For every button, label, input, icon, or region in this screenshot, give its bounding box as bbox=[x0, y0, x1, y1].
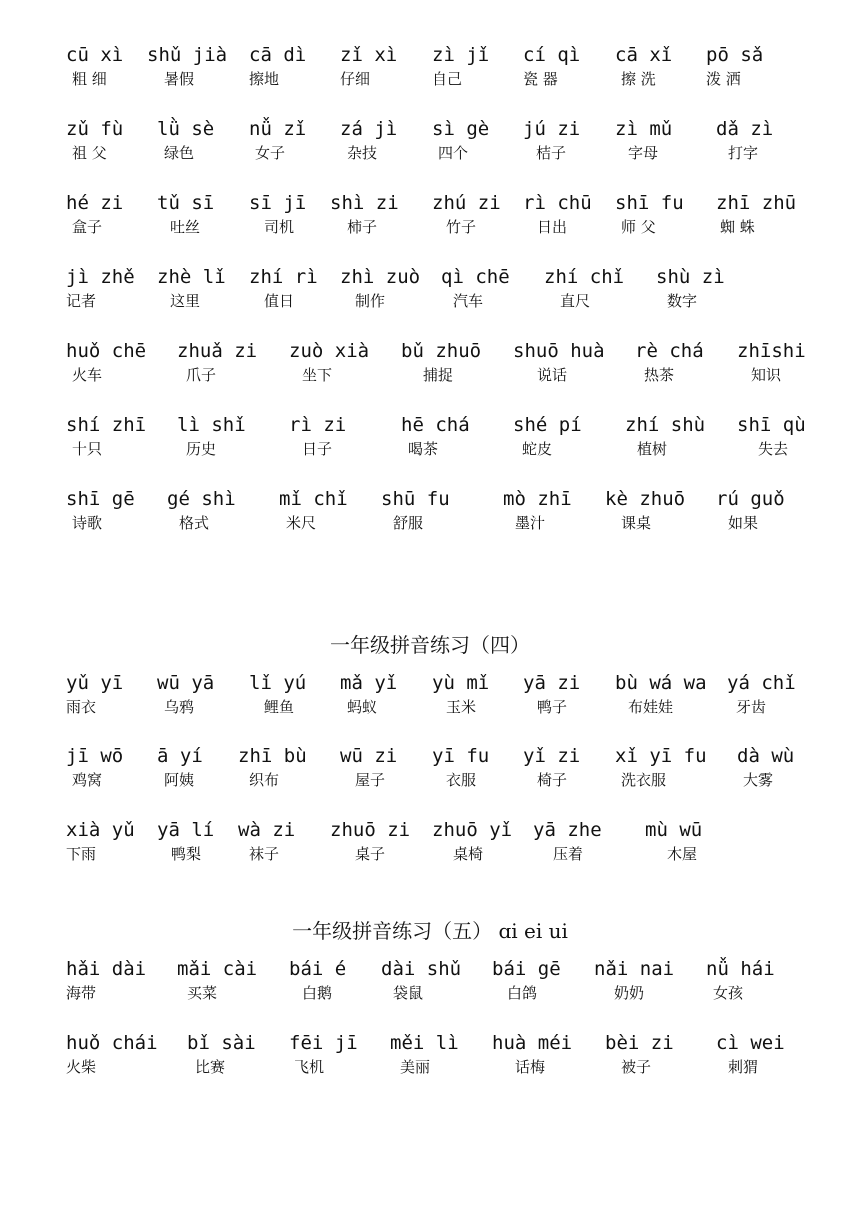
hanzi: 鸭子 bbox=[537, 698, 568, 716]
word-row bbox=[0, 672, 860, 732]
pinyin: lǜ sè bbox=[157, 118, 215, 140]
pinyin: yǔ yī bbox=[66, 672, 124, 694]
word-row bbox=[0, 340, 860, 400]
pinyin: cā dì bbox=[249, 44, 307, 66]
pinyin: yā zhe bbox=[533, 819, 602, 841]
hanzi: 柿子 bbox=[347, 218, 378, 236]
hanzi: 字母 bbox=[628, 144, 659, 162]
pinyin: bǐ sài bbox=[187, 1032, 256, 1054]
hanzi: 女孩 bbox=[713, 984, 744, 1002]
word-row bbox=[0, 414, 860, 474]
pinyin: fēi jī bbox=[289, 1032, 358, 1054]
hanzi: 盒子 bbox=[72, 218, 103, 236]
hanzi: 这里 bbox=[170, 292, 201, 310]
hanzi: 木屋 bbox=[667, 845, 698, 863]
pinyin: rì zi bbox=[289, 414, 347, 436]
pinyin: huà méi bbox=[492, 1032, 573, 1054]
pinyin: yù mǐ bbox=[432, 672, 490, 694]
pinyin: zhí chǐ bbox=[544, 266, 625, 288]
pinyin: zì jǐ bbox=[432, 44, 490, 66]
hanzi: 海带 bbox=[66, 984, 97, 1002]
pinyin: rú guǒ bbox=[716, 488, 785, 510]
pinyin: tǔ sī bbox=[157, 192, 215, 214]
hanzi: 织布 bbox=[249, 771, 280, 789]
pinyin: cā xǐ bbox=[615, 44, 673, 66]
pinyin: bái gē bbox=[492, 958, 561, 980]
word-row bbox=[0, 266, 860, 326]
pinyin: lǐ yú bbox=[249, 672, 307, 694]
hanzi: 布娃娃 bbox=[628, 698, 674, 716]
hanzi: 火柴 bbox=[66, 1058, 97, 1076]
hanzi: 雨衣 bbox=[66, 698, 97, 716]
hanzi: 压着 bbox=[553, 845, 584, 863]
word-row bbox=[0, 44, 860, 104]
hanzi: 瓷 器 bbox=[523, 70, 558, 88]
pinyin: nǚ zǐ bbox=[249, 118, 307, 140]
hanzi: 桔子 bbox=[536, 144, 567, 162]
section-title: 一年级拼音练习（四） bbox=[330, 633, 530, 657]
pinyin: yá chǐ bbox=[727, 672, 796, 694]
hanzi: 知识 bbox=[751, 366, 782, 384]
pinyin: nǎi nai bbox=[594, 958, 675, 980]
pinyin: zǐ xì bbox=[340, 44, 398, 66]
word-row bbox=[0, 745, 860, 805]
pinyin: kè zhuō bbox=[605, 488, 686, 510]
pinyin: bái é bbox=[289, 958, 347, 980]
hanzi: 制作 bbox=[355, 292, 386, 310]
hanzi: 泼 洒 bbox=[706, 70, 741, 88]
hanzi: 洗衣服 bbox=[621, 771, 667, 789]
pinyin: dǎ zì bbox=[716, 118, 774, 140]
hanzi: 大雾 bbox=[743, 771, 774, 789]
pinyin: zhí shù bbox=[625, 414, 706, 436]
pinyin: hǎi dài bbox=[66, 958, 147, 980]
hanzi: 阿姨 bbox=[164, 771, 195, 789]
hanzi: 白鹅 bbox=[302, 984, 333, 1002]
hanzi: 日子 bbox=[302, 440, 333, 458]
hanzi: 火车 bbox=[72, 366, 103, 384]
hanzi: 爪子 bbox=[186, 366, 217, 384]
word-row bbox=[0, 819, 860, 879]
pinyin: bèi zi bbox=[605, 1032, 674, 1054]
hanzi: 诗歌 bbox=[72, 514, 103, 532]
pinyin: zhī zhū bbox=[716, 192, 797, 214]
pinyin: qì chē bbox=[441, 266, 510, 288]
pinyin: jì zhě bbox=[66, 266, 135, 288]
hanzi: 女子 bbox=[255, 144, 286, 162]
hanzi: 捕捉 bbox=[423, 366, 454, 384]
hanzi: 袜子 bbox=[249, 845, 280, 863]
pinyin: dà wù bbox=[737, 745, 795, 767]
hanzi: 打字 bbox=[728, 144, 759, 162]
pinyin: wū zi bbox=[340, 745, 398, 767]
pinyin: ā yí bbox=[157, 745, 203, 767]
hanzi: 记者 bbox=[66, 292, 97, 310]
hanzi: 汽车 bbox=[453, 292, 484, 310]
hanzi: 坐下 bbox=[302, 366, 333, 384]
section-title: 一年级拼音练习（五） ɑi ei ui bbox=[292, 919, 568, 943]
hanzi: 喝茶 bbox=[408, 440, 439, 458]
hanzi: 师 父 bbox=[621, 218, 656, 236]
pinyin: yā lí bbox=[157, 819, 215, 841]
pinyin: mǎ yǐ bbox=[340, 672, 398, 694]
pinyin: shì zi bbox=[330, 192, 399, 214]
pinyin: shǔ jià bbox=[147, 44, 228, 66]
pinyin: lì shǐ bbox=[177, 414, 246, 436]
hanzi: 袋鼠 bbox=[393, 984, 424, 1002]
hanzi: 话梅 bbox=[515, 1058, 546, 1076]
hanzi: 司机 bbox=[264, 218, 295, 236]
pinyin: jú zi bbox=[523, 118, 581, 140]
pinyin: cì wei bbox=[716, 1032, 785, 1054]
hanzi: 椅子 bbox=[537, 771, 568, 789]
hanzi: 桌椅 bbox=[453, 845, 484, 863]
hanzi: 杂技 bbox=[347, 144, 378, 162]
pinyin: shī gē bbox=[66, 488, 135, 510]
pinyin: huǒ chái bbox=[66, 1032, 158, 1054]
hanzi: 植树 bbox=[637, 440, 668, 458]
pinyin: gé shì bbox=[167, 488, 236, 510]
hanzi: 鸡窝 bbox=[72, 771, 103, 789]
word-row bbox=[0, 118, 860, 178]
pinyin: pō sǎ bbox=[706, 44, 764, 66]
pinyin: zhuǎ zi bbox=[177, 340, 258, 362]
pinyin: bù wá wa bbox=[615, 672, 707, 694]
hanzi: 比赛 bbox=[195, 1058, 226, 1076]
hanzi: 说话 bbox=[537, 366, 568, 384]
hanzi: 擦地 bbox=[249, 70, 280, 88]
hanzi: 绿色 bbox=[164, 144, 195, 162]
hanzi: 下雨 bbox=[66, 845, 97, 863]
pinyin: shū fu bbox=[381, 488, 450, 510]
hanzi: 蚂蚁 bbox=[347, 698, 378, 716]
hanzi: 日出 bbox=[537, 218, 568, 236]
hanzi: 墨汁 bbox=[515, 514, 546, 532]
pinyin: zuò xià bbox=[289, 340, 370, 362]
pinyin: zhú zi bbox=[432, 192, 501, 214]
pinyin: shí zhī bbox=[66, 414, 147, 436]
hanzi: 玉米 bbox=[446, 698, 477, 716]
pinyin: mǐ chǐ bbox=[279, 488, 348, 510]
pinyin: shī fu bbox=[615, 192, 684, 214]
hanzi: 乌鸦 bbox=[164, 698, 195, 716]
pinyin: yī fu bbox=[432, 745, 490, 767]
word-row bbox=[0, 958, 860, 1018]
pinyin: zhí rì bbox=[249, 266, 318, 288]
pinyin: cū xì bbox=[66, 44, 124, 66]
hanzi: 桌子 bbox=[355, 845, 386, 863]
hanzi: 课桌 bbox=[621, 514, 652, 532]
pinyin: yā zi bbox=[523, 672, 581, 694]
hanzi: 买菜 bbox=[187, 984, 218, 1002]
hanzi: 被子 bbox=[621, 1058, 652, 1076]
hanzi: 粗 细 bbox=[72, 70, 107, 88]
pinyin: zhī bù bbox=[238, 745, 307, 767]
hanzi: 直尺 bbox=[560, 292, 591, 310]
hanzi: 祖 父 bbox=[72, 144, 107, 162]
pinyin: zhīshi bbox=[737, 340, 806, 362]
hanzi: 白鸽 bbox=[507, 984, 538, 1002]
pinyin: shuō huà bbox=[513, 340, 605, 362]
pinyin: xià yǔ bbox=[66, 819, 135, 841]
pinyin: zhè lǐ bbox=[157, 266, 226, 288]
pinyin: sì gè bbox=[432, 118, 490, 140]
hanzi: 蛇皮 bbox=[522, 440, 553, 458]
pinyin: nǚ hái bbox=[706, 958, 775, 980]
hanzi: 四个 bbox=[438, 144, 469, 162]
hanzi: 奶奶 bbox=[614, 984, 645, 1002]
hanzi: 暑假 bbox=[164, 70, 195, 88]
hanzi: 舒服 bbox=[393, 514, 424, 532]
pinyin: shé pí bbox=[513, 414, 582, 436]
pinyin: jī wō bbox=[66, 745, 124, 767]
pinyin: bǔ zhuō bbox=[401, 340, 482, 362]
pinyin: zhì zuò bbox=[340, 266, 421, 288]
hanzi: 自己 bbox=[432, 70, 463, 88]
pinyin: shī qù bbox=[737, 414, 806, 436]
pinyin: hē chá bbox=[401, 414, 470, 436]
hanzi: 仔细 bbox=[340, 70, 371, 88]
hanzi: 蜘 蛛 bbox=[720, 218, 755, 236]
pinyin: wà zi bbox=[238, 819, 296, 841]
pinyin: zǔ fù bbox=[66, 118, 124, 140]
pinyin: wū yā bbox=[157, 672, 215, 694]
hanzi: 十只 bbox=[72, 440, 103, 458]
word-row bbox=[0, 192, 860, 252]
hanzi: 竹子 bbox=[446, 218, 477, 236]
pinyin: mò zhī bbox=[503, 488, 572, 510]
hanzi: 值日 bbox=[264, 292, 295, 310]
hanzi: 衣服 bbox=[446, 771, 477, 789]
pinyin: yǐ zi bbox=[523, 745, 581, 767]
pinyin: hé zi bbox=[66, 192, 124, 214]
hanzi: 失去 bbox=[758, 440, 789, 458]
hanzi: 米尺 bbox=[286, 514, 317, 532]
hanzi: 格式 bbox=[179, 514, 210, 532]
pinyin: zhuō zi bbox=[330, 819, 411, 841]
hanzi: 吐丝 bbox=[170, 218, 201, 236]
hanzi: 如果 bbox=[728, 514, 759, 532]
hanzi: 热茶 bbox=[644, 366, 675, 384]
pinyin: zì mǔ bbox=[615, 118, 673, 140]
hanzi: 牙齿 bbox=[736, 698, 767, 716]
pinyin: zá jì bbox=[340, 118, 398, 140]
pinyin: dài shǔ bbox=[381, 958, 462, 980]
hanzi: 数字 bbox=[667, 292, 698, 310]
hanzi: 飞机 bbox=[294, 1058, 325, 1076]
hanzi: 屋子 bbox=[355, 771, 386, 789]
pinyin: měi lì bbox=[390, 1032, 459, 1054]
hanzi: 刺猬 bbox=[728, 1058, 759, 1076]
word-row bbox=[0, 1032, 860, 1092]
pinyin: huǒ chē bbox=[66, 340, 147, 362]
pinyin: mǎi cài bbox=[177, 958, 258, 980]
pinyin: zhuō yǐ bbox=[432, 819, 513, 841]
hanzi: 擦 洗 bbox=[621, 70, 656, 88]
hanzi: 鸭梨 bbox=[171, 845, 202, 863]
hanzi: 历史 bbox=[186, 440, 217, 458]
pinyin: sī jī bbox=[249, 192, 307, 214]
pinyin: rè chá bbox=[635, 340, 704, 362]
pinyin: xǐ yī fu bbox=[615, 745, 707, 767]
pinyin: cí qì bbox=[523, 44, 581, 66]
pinyin: shù zì bbox=[656, 266, 725, 288]
word-row bbox=[0, 488, 860, 548]
pinyin: rì chū bbox=[523, 192, 592, 214]
hanzi: 美丽 bbox=[400, 1058, 431, 1076]
hanzi: 鲤鱼 bbox=[264, 698, 295, 716]
pinyin: mù wū bbox=[645, 819, 703, 841]
